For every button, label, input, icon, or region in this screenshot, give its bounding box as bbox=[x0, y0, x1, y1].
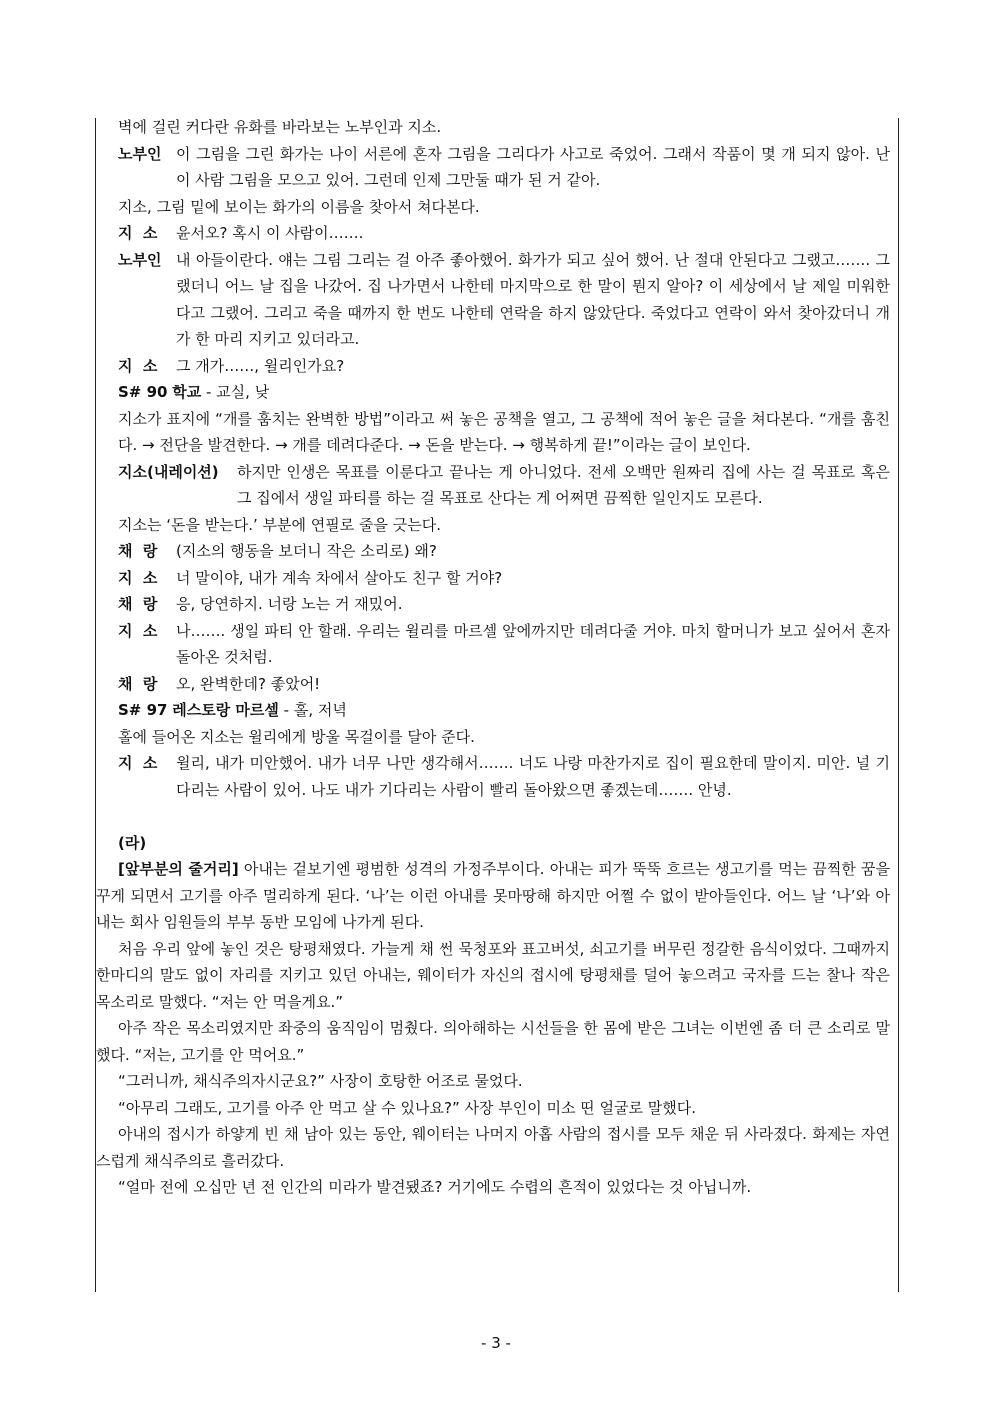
dialogue-line bbox=[118, 459, 890, 512]
speaker: 지소(내레이션) bbox=[118, 462, 219, 481]
dialogue-line bbox=[118, 353, 890, 380]
speaker: 노부인 bbox=[118, 144, 162, 163]
page-content bbox=[96, 114, 890, 1201]
stage-direction: 지소, 그림 밑에 보이는 화가의 이름을 찾아서 쳐다본다. bbox=[118, 197, 480, 216]
dialogue-line bbox=[118, 141, 890, 194]
dialogue-text: 너 말이야, 내가 계속 차에서 살아도 친구 할 거야? bbox=[176, 568, 503, 587]
dialogue-text: 응, 당연하지. 너랑 노는 거 재밌어. bbox=[176, 595, 403, 613]
dialogue-line bbox=[118, 750, 890, 803]
dialogue-line bbox=[118, 538, 890, 565]
scene-place: 레스토랑 마르셀 bbox=[172, 701, 279, 719]
summary-paragraph bbox=[96, 856, 890, 936]
dialogue-text: 내 아들이란다. 얘는 그림 그리는 걸 아주 좋아했어. 화가가 되고 싶어 했어. 난 절대 안된다고 그랬고……. 그랬더니 어느 날 집을 나갔어. 집 나가면서 나한테 마지막으로 한 말이 뭔지 알아? 이 세상에서 날 제일 미워한다고 그랬어. 그리고 죽을 때까지 한 번도 나한테 연락을 하지 않았단다. 죽었다고 연락이 와서 찾아갔더니 개가 한 마리 지키고 있더라고. bbox=[176, 250, 890, 348]
speaker: 채 랑 bbox=[118, 595, 158, 613]
dialogue-line bbox=[118, 618, 890, 671]
dialogue-text: (지소의 행동을 보더니 작은 소리로) 왜? bbox=[176, 542, 437, 560]
speaker: 지 소 bbox=[118, 356, 158, 375]
dialogue-text: 오, 완벽한데? 좋았어! bbox=[176, 674, 321, 693]
section-label bbox=[118, 830, 890, 857]
speaker: 지 소 bbox=[118, 754, 158, 772]
scene-heading bbox=[118, 697, 890, 724]
speaker: 지 소 bbox=[118, 568, 158, 587]
scene-place: 학교 bbox=[172, 383, 202, 401]
dialogue-text: 나……. 생일 파티 안 할래. 우리는 윌리를 마르셀 앞에까지만 데려다줄 거야. 마치 할머니가 보고 싶어서 혼자 돌아온 것처럼. bbox=[176, 621, 890, 666]
spacer bbox=[118, 803, 890, 830]
novel-paragraph: “아무리 그래도, 고기를 아주 안 먹고 살 수 있나요?” 사장 부인이 미소 띤 얼굴로 말했다. bbox=[118, 1098, 696, 1117]
speaker: 지 소 bbox=[118, 224, 158, 242]
scene-number: S# 90 bbox=[118, 383, 168, 401]
novel-paragraph: 처음 우리 앞에 놓인 것은 탕평채였다. 가늘게 채 썬 묵청포와 표고버섯, 쇠고기를 버무린 정갈한 음식이었다. 그때까지 한마디의 말도 없이 자리를 지키고 있던 아내는, 웨이터가 자신의 접시에 탕평채를 덜어 놓으려고 국자를 드는 찰나 작은 목소리로 말했다. “저는 안 먹을게요.” bbox=[96, 939, 890, 1011]
novel-paragraph: “그러니까, 채식주의자시군요?” 사장이 호탕한 어조로 물었다. bbox=[118, 1072, 523, 1090]
speaker: 채 랑 bbox=[118, 674, 158, 693]
stage-direction: 지소는 ‘돈을 받는다.’ 부분에 연필로 줄을 긋는다. bbox=[118, 515, 441, 534]
scene-detail: - 홀, 저녁 bbox=[278, 701, 347, 719]
dialogue-text: 그 개가……, 윌리인가요? bbox=[176, 356, 345, 375]
dialogue-text: 하지만 인생은 목표를 이룬다고 끝나는 게 아니었다. 전세 오백만 원짜리 집에 사는 걸 목표로 혹은 그 집에서 생일 파티를 하는 걸 목표로 산다는 게 어쩌면 끔찍한 일인지도 모른다. bbox=[237, 462, 890, 507]
speaker: 채 랑 bbox=[118, 542, 158, 560]
dialogue-text: 윤서오? 혹시 이 사람이……. bbox=[176, 224, 364, 242]
scene-heading bbox=[118, 379, 890, 406]
dialogue-line bbox=[118, 247, 890, 353]
section-label-text: (라) bbox=[118, 833, 147, 852]
novel-paragraph: “얼마 전에 오십만 년 전 인간의 미라가 발견됐죠? 거기에도 수렵의 흔적이 있었다는 것 아닙니까. bbox=[118, 1178, 752, 1196]
novel-paragraph: 아주 작은 목소리였지만 좌중의 움직임이 멈췄다. 의아해하는 시선들을 한 몸에 받은 그녀는 이번엔 좀 더 큰 소리로 말했다. “저는, 고기를 안 먹어요.” bbox=[96, 1019, 890, 1064]
stage-direction-text: 지소가 표지에 “개를 훔치는 완벽한 방법”이라고 써 놓은 공책을 열고, 그 공책에 적어 놓은 글을 쳐다본다. “개를 훔친다. → 전단을 발견한다. → 개를 데려다준다. → 돈을 받는다. → 행복하게 끝!”이라는 글이 보인다. bbox=[118, 409, 890, 454]
scene-detail: - 교실, 낮 bbox=[201, 383, 270, 401]
page-number: - 3 - bbox=[481, 1334, 511, 1352]
dialogue-line bbox=[118, 565, 890, 592]
stage-direction bbox=[118, 406, 890, 459]
dialogue-line bbox=[118, 591, 890, 618]
speaker: 노부인 bbox=[118, 250, 162, 269]
dialogue-text: 이 그림을 그린 화가는 나이 서른에 혼자 그림을 그리다가 사고로 죽었어. 그래서 작품이 몇 개 되지 않아. 난 이 사람 그림을 모으고 있어. 그런데 인제 그만둘 때가 된 거 같아. bbox=[176, 144, 890, 189]
summary-text: 아내는 겉보기엔 평범한 성격의 가정주부이다. 아내는 피가 뚝뚝 흐르는 생고기를 먹는 끔찍한 꿈을 꾸게 되면서 고기를 아주 멀리하게 된다. ‘나’는 이런 아내를 못마땅해 하지만 어쩔 수 없이 받아들인다. 어느 날 ‘나’와 아내는 회사 임원들의 부부 동반 모임에 나가게 된다. bbox=[96, 860, 890, 931]
scene-number: S# 97 bbox=[118, 701, 168, 719]
stage-direction: 홀에 들어온 지소는 윌리에게 방울 목걸이를 달아 준다. bbox=[118, 727, 475, 746]
dialogue-line bbox=[118, 220, 890, 247]
dialogue-line bbox=[118, 671, 890, 698]
novel-paragraph: 아내의 접시가 하얗게 빈 채 남아 있는 동안, 웨이터는 나머지 아홉 사람의 접시를 모두 채운 뒤 사라졌다. 화제는 자연스럽게 채식주의로 흘러갔다. bbox=[96, 1125, 890, 1170]
summary-label: [앞부분의 줄거리] bbox=[118, 860, 239, 878]
stage-direction: 벽에 걸린 커다란 유화를 바라보는 노부인과 지소. bbox=[118, 118, 442, 136]
speaker: 지 소 bbox=[118, 621, 158, 640]
dialogue-text: 윌리, 내가 미안했어. 내가 너무 나만 생각해서……. 너도 나랑 마찬가지로 집이 필요한데 말이지. 미안. 널 기다리는 사람이 있어. 나도 내가 기다리는 사람이 빨리 돌아왔으면 좋겠는데……. 안녕. bbox=[176, 754, 890, 799]
